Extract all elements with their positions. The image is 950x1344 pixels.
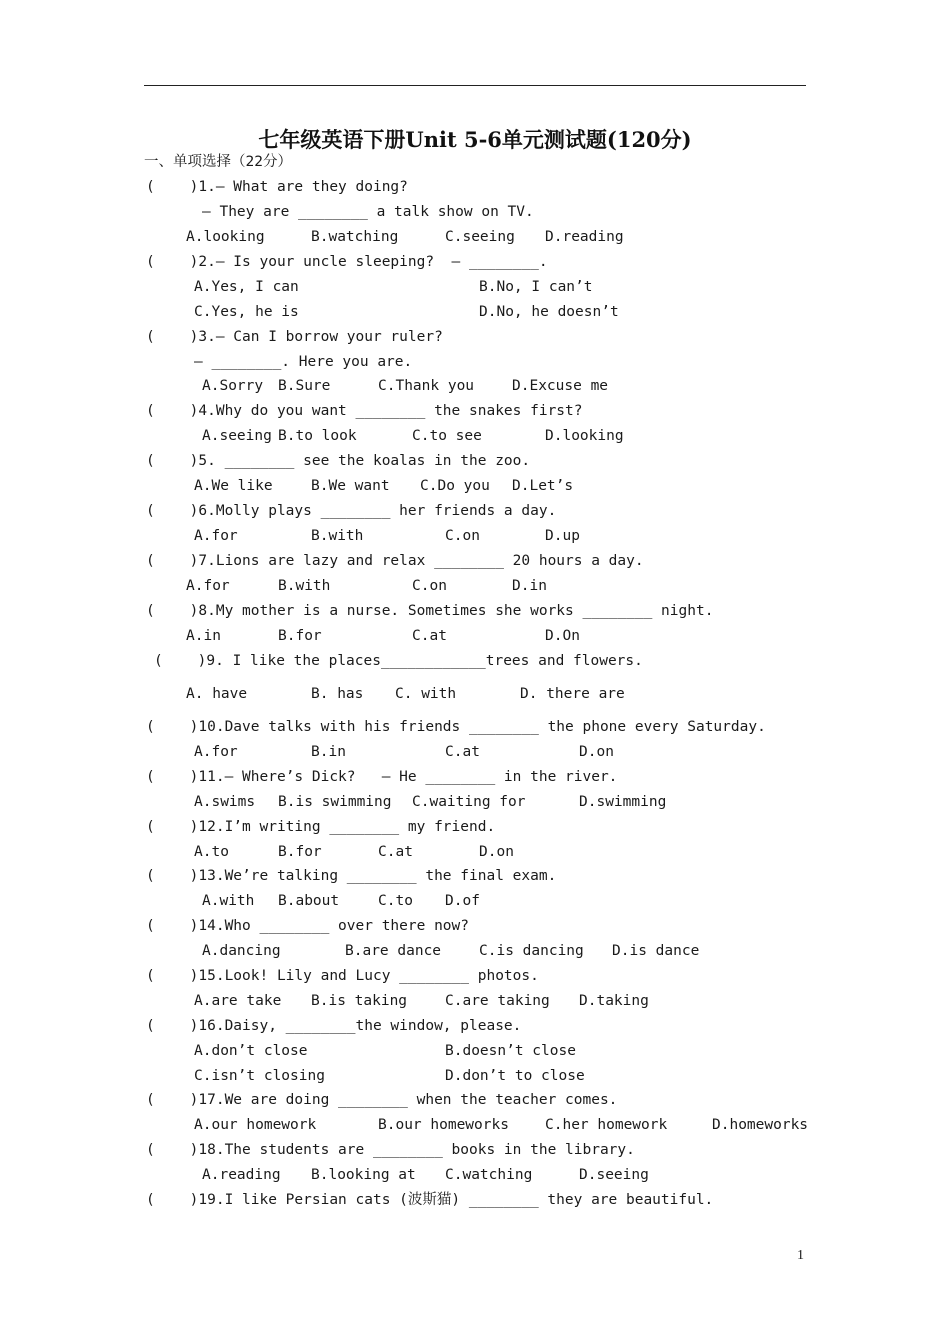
question-8-option-a: A.in (186, 628, 221, 644)
question-10-stem: ( )10.Dave talks with his friends ________ the phone every Saturday. (146, 719, 766, 735)
question-6-option-a: A.for (194, 528, 238, 544)
question-15-option-b: B.is taking (311, 993, 408, 1009)
section-heading: 一、单项选择（22分） (144, 154, 292, 170)
question-14-option-b: B.are dance (345, 943, 442, 959)
question-9-stem: ( )9. I like the places____________trees and flowers. (154, 653, 643, 669)
question-5-option-a: A.We like (194, 478, 273, 494)
question-6-option-c: C.on (445, 528, 480, 544)
question-15-option-a: A.are take (194, 993, 282, 1009)
page-title: 七年级英语下册Unit 5-6单元测试题(120分) (258, 127, 692, 152)
question-7-stem: ( )7.Lions are lazy and relax ________ 20 hours a day. (146, 553, 644, 569)
question-18-option-a: A.reading (202, 1167, 281, 1183)
question-7-option-c: C.on (412, 578, 447, 594)
question-16-option-b: B.doesn’t close (445, 1043, 576, 1059)
question-16-option-d: D.don’t to close (445, 1068, 585, 1084)
question-6-option-b: B.with (311, 528, 364, 544)
question-2-option-b: B.No, I can’t (479, 279, 593, 295)
question-7-option-a: A.for (186, 578, 230, 594)
question-8-option-c: C.at (412, 628, 447, 644)
question-9-option-b: B. has (311, 686, 364, 702)
question-13-option-a: A.with (202, 893, 255, 909)
question-8-stem: ( )8.My mother is a nurse. Sometimes she works ________ night. (146, 603, 714, 619)
question-2-option-d: D.No, he doesn’t (479, 304, 619, 320)
question-10-option-d: D.on (579, 744, 614, 760)
question-3-line2: — ________. Here you are. (194, 354, 413, 370)
question-13-stem: ( )13.We’re talking ________ the final exam. (146, 868, 557, 884)
question-5-option-c: C.Do you (420, 478, 490, 494)
question-11-option-b: B.is swimming (278, 794, 392, 810)
question-4-option-d: D.looking (545, 428, 624, 444)
question-13-option-c: C.to (378, 893, 413, 909)
question-15-option-d: D.taking (579, 993, 649, 1009)
question-2-option-c: C.Yes, he is (194, 304, 299, 320)
question-1-option-b: B.watching (311, 229, 399, 245)
question-8-option-d: D.On (545, 628, 580, 644)
question-11-stem: ( )11.— Where’s Dick? — He ________ in the river. (146, 769, 618, 785)
question-17-option-c: C.her homework (545, 1117, 668, 1133)
question-9-option-c: C. with (395, 686, 457, 702)
question-12-option-d: D.on (479, 844, 514, 860)
question-17-option-a: A.our homework (194, 1117, 317, 1133)
question-3-option-c: C.Thank you (378, 378, 475, 394)
question-12-option-c: C.at (378, 844, 413, 860)
question-18-stem: ( )18.The students are ________ books in the library. (146, 1142, 635, 1158)
question-5-stem: ( )5. ________ see the koalas in the zoo. (146, 453, 531, 469)
question-7-option-d: D.in (512, 578, 547, 594)
question-3-option-b: B.Sure (278, 378, 331, 394)
question-2-stem: ( )2.— Is your uncle sleeping? — ________. (146, 254, 548, 270)
question-10-option-b: B.in (311, 744, 346, 760)
question-18-option-b: B.looking at (311, 1167, 416, 1183)
question-1-option-d: D.reading (545, 229, 624, 245)
question-14-option-d: D.is dance (612, 943, 700, 959)
question-16-option-a: A.don’t close (194, 1043, 308, 1059)
question-4-option-c: C.to see (412, 428, 482, 444)
question-19-stem: ( )19.I like Persian cats (波斯猫) ________ they are beautiful. (146, 1192, 714, 1208)
question-11-option-d: D.swimming (579, 794, 667, 810)
question-1-option-c: C.seeing (445, 229, 515, 245)
question-4-option-b: B.to look (278, 428, 357, 444)
question-9-option-a: A. have (186, 686, 248, 702)
question-11-option-a: A.swims (194, 794, 256, 810)
question-12-option-a: A.to (194, 844, 229, 860)
page-number: 1 (797, 1248, 804, 1263)
question-13-option-d: D.of (445, 893, 480, 909)
question-18-option-c: C.watching (445, 1167, 533, 1183)
top-rule (144, 85, 806, 86)
question-10-option-a: A.for (194, 744, 238, 760)
question-2-option-a: A.Yes, I can (194, 279, 299, 295)
question-1-line2: — They are ________ a talk show on TV. (202, 204, 534, 220)
question-15-option-c: C.are taking (445, 993, 550, 1009)
question-12-option-b: B.for (278, 844, 322, 860)
question-14-option-c: C.is dancing (479, 943, 584, 959)
question-8-option-b: B.for (278, 628, 322, 644)
question-1-stem: ( )1.— What are they doing? (146, 179, 408, 195)
question-4-stem: ( )4.Why do you want ________ the snakes first? (146, 403, 583, 419)
question-1-option-a: A.looking (186, 229, 265, 245)
question-3-stem: ( )3.— Can I borrow your ruler? (146, 329, 443, 345)
question-3-option-a: A.Sorry (202, 378, 264, 394)
question-5-option-d: D.Let’s (512, 478, 574, 494)
question-17-stem: ( )17.We are doing ________ when the teacher comes. (146, 1092, 618, 1108)
question-13-option-b: B.about (278, 893, 340, 909)
question-16-option-c: C.isn’t closing (194, 1068, 325, 1084)
question-11-option-c: C.waiting for (412, 794, 526, 810)
question-7-option-b: B.with (278, 578, 331, 594)
question-6-stem: ( )6.Molly plays ________ her friends a day. (146, 503, 557, 519)
question-12-stem: ( )12.I’m writing ________ my friend. (146, 819, 496, 835)
question-17-option-d: D.homeworks (712, 1117, 809, 1133)
question-6-option-d: D.up (545, 528, 580, 544)
question-14-stem: ( )14.Who ________ over there now? (146, 918, 470, 934)
question-16-stem: ( )16.Daisy, ________the window, please. (146, 1018, 522, 1034)
question-18-option-d: D.seeing (579, 1167, 649, 1183)
question-17-option-b: B.our homeworks (378, 1117, 509, 1133)
question-10-option-c: C.at (445, 744, 480, 760)
question-9-option-d: D. there are (520, 686, 625, 702)
question-4-option-a: A.seeing (202, 428, 272, 444)
question-15-stem: ( )15.Look! Lily and Lucy ________ photos. (146, 968, 539, 984)
question-14-option-a: A.dancing (202, 943, 281, 959)
question-5-option-b: B.We want (311, 478, 390, 494)
question-3-option-d: D.Excuse me (512, 378, 609, 394)
